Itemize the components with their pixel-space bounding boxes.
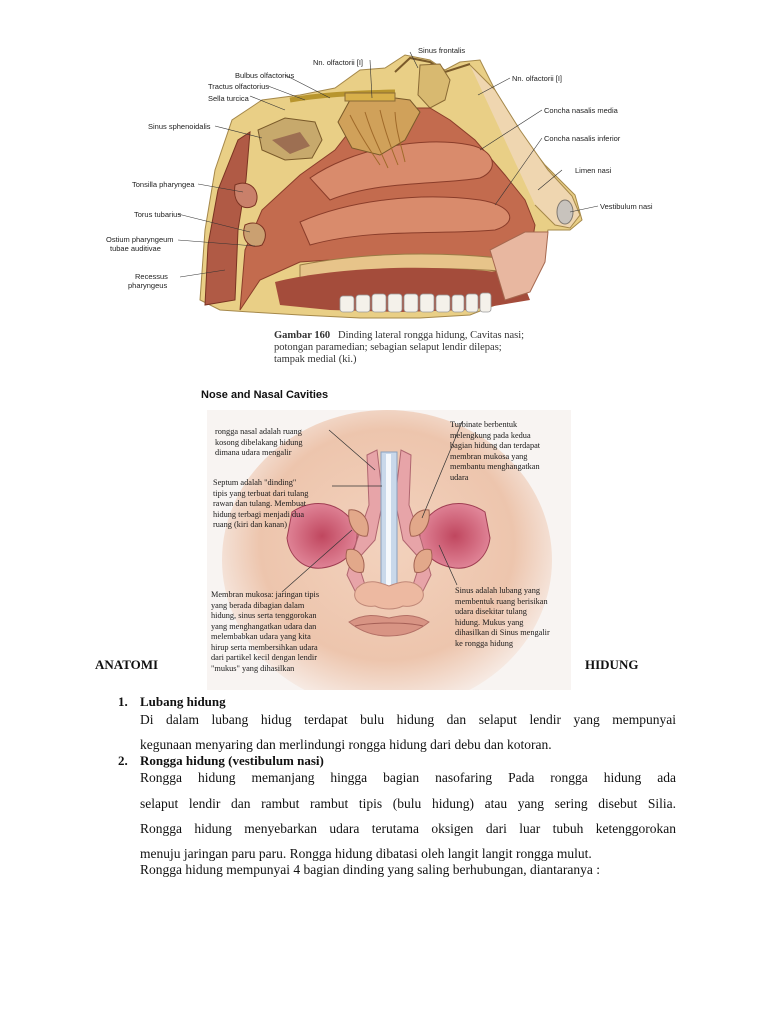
label-sinus-frontalis: Sinus frontalis (418, 46, 466, 55)
label-tractus-olfactorius: Tractus olfactorius (208, 82, 269, 91)
caption-line-2: potongan paramedian; sebagian selaput lendir dilepas; (274, 342, 502, 353)
note-line: bagian hidung dan terdapat (450, 441, 541, 450)
paragraph-line: selaput lendir dan rambut rambut tipis (bulu hidung) atau yang sering disebut Silia. (140, 796, 676, 811)
note-line: "mukus" yang dihasilkan (211, 663, 295, 673)
label-sinus-sphenoidalis: Sinus sphenoidalis (148, 122, 211, 131)
label-ostium-2: tubae auditivae (110, 244, 161, 253)
note-line: Septum adalah "dinding" (213, 478, 297, 487)
note-line: dari partikel kecil dengan lendir (211, 653, 317, 662)
label-tonsilla-pharyngea: Tonsilla pharyngea (132, 180, 195, 189)
label-concha-inferior: Concha nasalis inferior (544, 134, 621, 143)
note-line: tipis yang terbuat dari tulang (213, 488, 309, 498)
note-line: ruang (kiri dan kanan) (213, 520, 287, 529)
note-line: rawan dan tulang. Membuat (213, 499, 307, 508)
label-vestibulum-nasi: Vestibulum nasi (600, 202, 653, 211)
note-line: membentuk ruang berisikan (455, 596, 548, 606)
label-bulbus-olfactorius: Bulbus olfactorius (235, 71, 295, 80)
note-line: hidung, sinus serta tenggorokan (211, 611, 317, 620)
note-line: membantu menghangatkan (450, 462, 540, 471)
anatomy-figure-sagittal (0, 0, 768, 385)
paragraph-line: Rongga hidung mempunyai 4 bagian dinding yang saling berhubungan, diantaranya : (140, 862, 601, 877)
sagittal-section-illustration (0, 0, 768, 330)
note-line: yang berada dibagian dalam (211, 600, 305, 610)
note-line: Sinus adalah lubang yang (455, 586, 541, 595)
label-sella-turcica: Sella turcica (208, 94, 249, 103)
note-line: hirup serta membersihkan udara (211, 642, 318, 652)
note-line: yang menghangatkan udara dan (211, 621, 317, 631)
note-line: kosong dibelakang hidung (215, 437, 303, 447)
paragraph-line: menuju jaringan paru paru. Rongga hidung dibatasi oleh langit langit rongga mulut. (140, 846, 592, 861)
label-nn-olfactorii-top: Nn. olfactorii [I] (313, 58, 364, 67)
item-number-1: 1. (118, 694, 128, 709)
note-line: udara disekitar tulang (455, 607, 527, 616)
caption-line-3: tampak medial (ki.) (274, 354, 357, 365)
note-septum (213, 478, 308, 531)
caption-number: Gambar 160 (274, 330, 331, 341)
label-recessus-2: pharyngeus (128, 281, 168, 290)
label-nn-olfactorii-right: Nn. olfactorii [I] (512, 74, 563, 83)
anatomy-figure-frontal (207, 410, 571, 690)
figure2-title: Nose and Nasal Cavities (201, 389, 329, 401)
note-membran-mukosa (211, 590, 319, 674)
note-line: hidung terbagi menjadi dua (213, 509, 305, 519)
label-torus-tubarius: Torus tubarius (134, 210, 182, 219)
note-sinus (455, 586, 550, 649)
item-title-rongga-hidung: Rongga hidung (vestibulum nasi) (140, 753, 324, 768)
note-line: udara (450, 472, 469, 482)
heading-hidung: HIDUNG (585, 657, 639, 672)
label-recessus-1: Recessus (135, 272, 168, 281)
note-line: Turbinate berbentuk (450, 420, 518, 429)
paragraph-line: kegunaan menyaring dan merlindungi rongga hidung dari debu dan kotoran. (140, 737, 552, 752)
note-line: melengkung pada kedua (450, 430, 531, 440)
caption-line-1: Dinding lateral rongga hidung, Cavitas nasi; (337, 330, 525, 341)
note-line: melembabkan udara yang kita (211, 632, 311, 641)
heading-anatomi: ANATOMI (95, 657, 159, 672)
note-line: hidung. Mukus yang (455, 617, 524, 627)
paragraph-line: Di dalam lubang hidug terdapat bulu hidung dan selaput lendir yang mempunyai (140, 712, 676, 727)
figure1-caption (274, 330, 574, 366)
note-line: dimana udara mengalir (215, 448, 292, 457)
note-line: Membran mukosa: jaringan tipis (211, 590, 320, 599)
note-turbinate (450, 420, 540, 483)
label-limen-nasi: Limen nasi (575, 166, 612, 175)
note-line: dihasilkan di Sinus mengalir (455, 628, 550, 637)
label-concha-media: Concha nasalis media (544, 106, 618, 115)
item-title-lubang-hidung: Lubang hidung (140, 694, 226, 709)
note-rongga-nasal (215, 427, 303, 459)
paragraph-line: Rongga hidung memanjang hingga bagian nasofaring Pada rongga hidung ada (140, 770, 676, 785)
label-ostium-1: Ostium pharyngeum (106, 235, 174, 244)
note-line: ke rongga hidung (455, 638, 514, 648)
paragraph-line: Rongga hidung menyebarkan udara terutama oksigen dari luar tubuh ketenggorokan (140, 821, 676, 836)
note-line: membran mukosa yang (450, 451, 528, 461)
item-number-2: 2. (118, 753, 128, 768)
note-line: rongga nasal adalah ruang (215, 427, 302, 436)
